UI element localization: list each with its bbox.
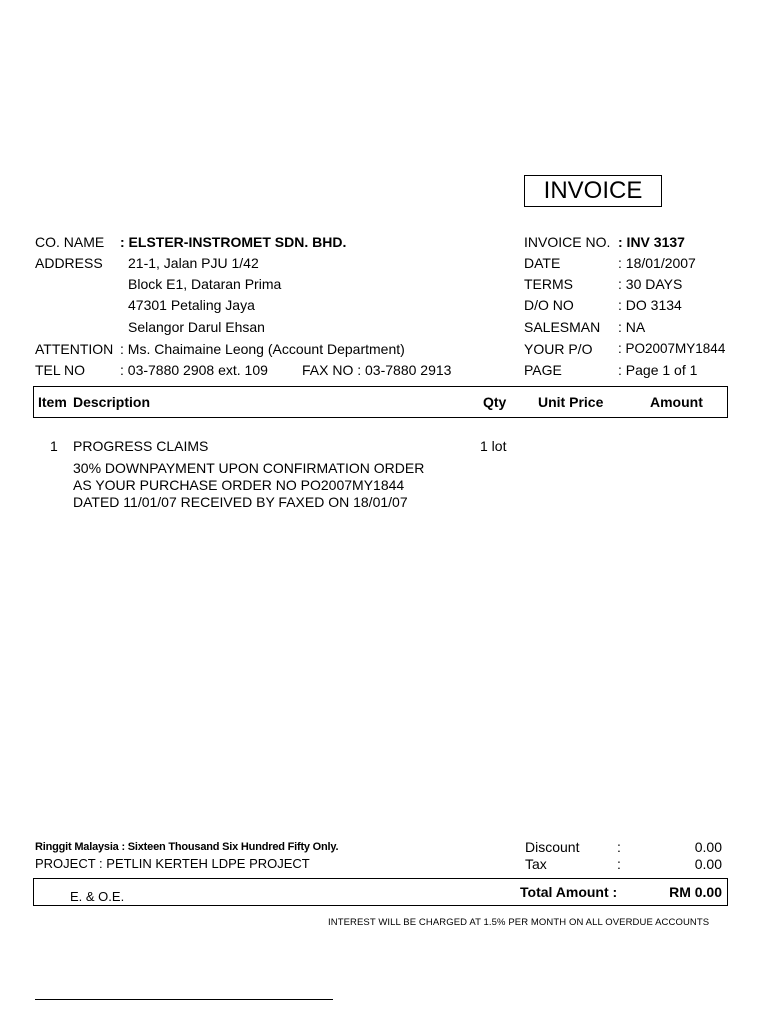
co-name-label: CO. NAME: [35, 234, 105, 250]
discount-value: 0.00: [694, 839, 722, 855]
header-item: Item: [38, 394, 67, 410]
tax-label: Tax: [525, 856, 547, 872]
signature-line: [35, 999, 333, 1000]
meta-label-your-po: YOUR P/O: [524, 341, 593, 357]
meta-label-invoice-no: INVOICE NO.: [524, 234, 611, 250]
line-item-detail-2: AS YOUR PURCHASE ORDER NO PO2007MY1844: [73, 477, 405, 493]
tax-colon: :: [617, 856, 621, 872]
amount-in-words: Ringgit Malaysia : Sixteen Thousand Six Hundred Fifty Only.: [35, 841, 339, 853]
meta-value-date: : 18/01/2007: [618, 255, 696, 271]
line-item-detail-3: DATED 11/01/07 RECEIVED BY FAXED ON 18/01/07: [73, 494, 408, 510]
attention-label: ATTENTION: [35, 341, 114, 357]
meta-label-do-no: D/O NO: [524, 297, 574, 313]
meta-value-page: : Page 1 of 1: [618, 362, 698, 378]
meta-label-terms: TERMS: [524, 276, 573, 292]
co-name-value: : ELSTER-INSTROMET SDN. BHD.: [120, 234, 347, 250]
eoe-note: E. & O.E.: [70, 889, 125, 904]
address-line-1: 21-1, Jalan PJU 1/42: [128, 255, 259, 271]
tel-value: : 03-7880 2908 ext. 109: [120, 362, 268, 378]
header-description: Description: [73, 394, 151, 410]
meta-label-date: DATE: [524, 255, 561, 271]
invoice-title: [524, 175, 662, 207]
line-item-number: 1: [50, 438, 58, 454]
line-item-description: PROGRESS CLAIMS: [73, 438, 209, 454]
invoice-title-text: INVOICE: [543, 177, 643, 204]
address-line-4: Selangor Darul Ehsan: [128, 319, 265, 335]
header-unit-price: Unit Price: [538, 394, 604, 410]
interest-note: INTEREST WILL BE CHARGED AT 1.5% PER MONTH ON ALL OVERDUE ACCOUNTS: [328, 917, 710, 928]
total-label: Total Amount :: [520, 884, 618, 900]
tel-label: TEL NO: [35, 362, 86, 378]
project-line: PROJECT : PETLIN KERTEH LDPE PROJECT: [35, 856, 310, 871]
address-line-3: 47301 Petaling Jaya: [128, 297, 255, 313]
meta-value-terms: : 30 DAYS: [618, 276, 683, 292]
header-amount: Amount: [650, 394, 703, 410]
meta-value-do-no: : DO 3134: [618, 297, 682, 313]
discount-colon: :: [617, 839, 621, 855]
total-underline: [155, 905, 728, 906]
meta-value-your-po: : PO2007MY1844: [618, 341, 726, 356]
header-qty: Qty: [483, 394, 507, 410]
total-box: [33, 878, 728, 906]
attention-value: : Ms. Chaimaine Leong (Account Department): [120, 341, 405, 357]
meta-label-page: PAGE: [524, 362, 562, 378]
meta-label-salesman: SALESMAN: [524, 319, 601, 335]
meta-value-invoice-no: : INV 3137: [618, 234, 685, 250]
line-item-qty: 1 lot: [480, 438, 507, 454]
tax-value: 0.00: [694, 856, 722, 872]
meta-value-salesman: : NA: [618, 319, 646, 335]
fax-value: FAX NO : 03-7880 2913: [302, 362, 452, 378]
address-label: ADDRESS: [35, 255, 103, 271]
line-item-detail-1: 30% DOWNPAYMENT UPON CONFIRMATION ORDER: [73, 460, 425, 476]
address-line-2: Block E1, Dataran Prima: [128, 276, 282, 292]
total-value: RM 0.00: [669, 884, 722, 900]
discount-label: Discount: [525, 839, 580, 855]
